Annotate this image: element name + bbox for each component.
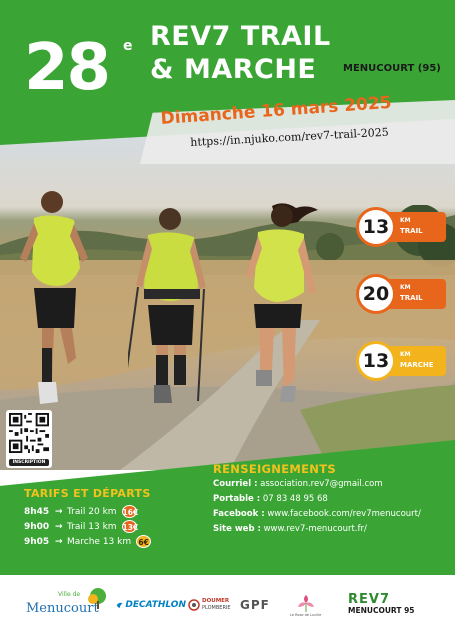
contact-email[interactable] bbox=[213, 479, 383, 489]
rev7-logo-sublabel: MENUCOURT 95 bbox=[348, 606, 415, 615]
start-time: 8h45 bbox=[24, 506, 50, 517]
schedule-row bbox=[24, 520, 137, 533]
badge-unit: KM bbox=[400, 351, 411, 358]
event-date: Dimanche 16 mars 2025 bbox=[160, 92, 393, 129]
badge-type: MARCHE bbox=[400, 361, 434, 369]
doumer-sublabel: PLOMBERIE bbox=[202, 605, 231, 611]
menucourt-label: Menucourt bbox=[26, 601, 99, 616]
arrow-right-icon: → bbox=[55, 521, 63, 532]
contact-value: www.rev7-menucourt.fr/ bbox=[263, 524, 367, 534]
runner-middle bbox=[128, 205, 213, 410]
event-title-line2: & MARCHE bbox=[150, 54, 317, 85]
tarifs-title: TARIFS ET DÉPARTS bbox=[24, 487, 151, 500]
sponsor-doumer bbox=[188, 585, 236, 625]
sponsor-rev7 bbox=[348, 585, 438, 625]
arrow-right-icon: → bbox=[55, 506, 63, 517]
badge-distance: 13 bbox=[356, 207, 396, 247]
badge-unit: KM bbox=[400, 284, 411, 291]
event-name: Marche 13 km bbox=[67, 536, 132, 547]
contact-key: Site web : bbox=[213, 524, 261, 534]
contact-key: Facebook : bbox=[213, 509, 265, 519]
sponsor-rose bbox=[290, 585, 326, 625]
registration-link[interactable]: https://in.njuko.com/rev7-trail-2025 bbox=[190, 125, 390, 149]
runner-right bbox=[238, 200, 323, 410]
badge-type: TRAIL bbox=[400, 294, 423, 302]
sponsor-decathlon bbox=[116, 585, 186, 625]
contact-key: Courriel : bbox=[213, 479, 258, 489]
registration-qr[interactable] bbox=[6, 410, 52, 468]
price-badge: 13€ bbox=[122, 520, 137, 533]
badge-marche-13km bbox=[356, 341, 452, 381]
badge-distance: 13 bbox=[356, 341, 396, 381]
event-name: Trail 20 km bbox=[67, 506, 117, 517]
badge-type: TRAIL bbox=[400, 227, 423, 235]
contact-facebook[interactable] bbox=[213, 509, 421, 519]
edition-suffix: e bbox=[123, 38, 133, 54]
badge-trail-20km bbox=[356, 274, 452, 314]
badge-distance: 20 bbox=[356, 274, 396, 314]
sponsor-gpf bbox=[240, 585, 280, 625]
badge-trail-13km bbox=[356, 207, 452, 247]
rose-icon bbox=[296, 593, 316, 613]
schedule-row bbox=[24, 505, 137, 518]
runner-left bbox=[12, 188, 97, 410]
price-badge: 16€ bbox=[122, 505, 137, 518]
arrow-right-icon: → bbox=[55, 536, 63, 547]
gpf-label: GPF bbox=[240, 598, 270, 612]
rev7-logo-label: REV7 bbox=[348, 592, 390, 607]
contact-key: Portable : bbox=[213, 494, 261, 504]
event-title-line1: REV7 TRAIL bbox=[150, 21, 331, 52]
doumer-label: DOUMER bbox=[202, 598, 230, 604]
qr-code-icon bbox=[9, 413, 49, 453]
price-badge: 6€ bbox=[136, 535, 151, 548]
doumer-icon bbox=[188, 599, 200, 611]
contact-value: 07 83 48 95 68 bbox=[262, 494, 328, 504]
contact-value: www.facebook.com/rev7menucourt/ bbox=[267, 509, 421, 519]
edition-number: 28 bbox=[24, 31, 110, 105]
start-time: 9h05 bbox=[24, 536, 50, 547]
contact-value: association.rev7@gmail.com bbox=[260, 479, 383, 489]
start-time: 9h00 bbox=[24, 521, 50, 532]
contact-title: RENSEIGNEMENTS bbox=[213, 462, 336, 476]
schedule-row bbox=[24, 535, 151, 548]
event-location: MENUCOURT (95) bbox=[343, 63, 441, 74]
event-name: Trail 13 km bbox=[67, 521, 117, 532]
qr-label: INSCRIPTION bbox=[9, 459, 49, 466]
contact-phone[interactable] bbox=[213, 494, 328, 504]
decathlon-icon bbox=[116, 600, 123, 610]
menucourt-small-label: Ville de bbox=[58, 591, 81, 598]
contact-website[interactable] bbox=[213, 524, 367, 534]
sponsor-menucourt bbox=[24, 585, 114, 625]
rose-caption: Le Rose de Lucille bbox=[290, 613, 322, 617]
badge-unit: KM bbox=[400, 217, 411, 224]
decathlon-label: DECATHLON bbox=[125, 600, 186, 610]
